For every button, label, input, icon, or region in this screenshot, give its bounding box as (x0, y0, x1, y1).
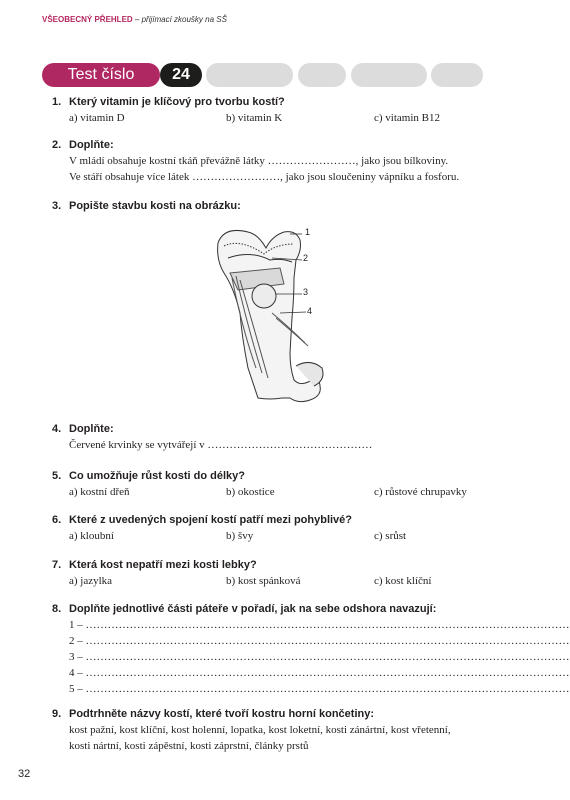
question-text: Které z uvedených spojení kostí patří mezi pohyblivé? (69, 514, 353, 526)
running-header (42, 15, 227, 24)
question-1 (52, 94, 522, 126)
page-number: 32 (18, 768, 31, 780)
bone-list-line-1[interactable]: kost pažní, kost klíční, kost holenní, lopatka, kost loketní, kosti zánártní, kost vřetenní, (69, 724, 451, 736)
question-number: 1. (52, 96, 62, 108)
question-number: 2. (52, 139, 62, 151)
option-a[interactable]: a) vitamin D (69, 112, 125, 124)
blank-tab-4 (431, 63, 483, 87)
question-number: 4. (52, 423, 62, 435)
question-2 (52, 137, 522, 185)
option-b[interactable]: b) okostice (226, 486, 275, 498)
question-number: 5. (52, 470, 62, 482)
option-c[interactable]: c) vitamin B12 (374, 112, 440, 124)
option-a[interactable]: a) kostní dřeň (69, 486, 130, 498)
options (69, 528, 522, 544)
question-3 (52, 198, 522, 214)
fill-line-1[interactable]: V mládí obsahuje kostní tkáň převážně látky ……………………, jako jsou bílkoviny. (69, 155, 449, 167)
question-number: 6. (52, 514, 62, 526)
diagram-label-4: 4 (307, 306, 313, 316)
question-text: Co umožňuje růst kosti do délky? (69, 470, 246, 482)
question-number: 9. (52, 708, 62, 720)
test-number: 24 (160, 63, 202, 87)
answer-line-3[interactable]: 3 – …………………………………………………………………………………………………………………… (69, 651, 570, 663)
test-title: Test číslo (42, 63, 160, 87)
options (69, 110, 522, 126)
question-number: 7. (52, 559, 62, 571)
question-text: Podtrhněte názvy kostí, které tvoří kostru horní končetiny: (69, 708, 375, 720)
question-number: 3. (52, 200, 62, 212)
option-a[interactable]: a) kloubní (69, 530, 114, 542)
question-8 (52, 601, 570, 697)
question-text: Popište stavbu kosti na obrázku: (69, 200, 241, 212)
fill-line-1[interactable]: Červené krvinky se vytvářejí v ……………………………………… (69, 439, 373, 451)
answer-line-5[interactable]: 5 – …………………………………………………………………………………………………………………… (69, 683, 570, 695)
answer-line-2[interactable]: 2 – …………………………………………………………………………………………………………………… (69, 635, 570, 647)
answer-line-4[interactable]: 4 – …………………………………………………………………………………………………………………… (69, 667, 570, 679)
option-b[interactable]: b) švy (226, 530, 254, 542)
option-c[interactable]: c) srůst (374, 530, 407, 542)
diagram-label-3: 3 (303, 287, 309, 297)
question-text: Doplňte: (69, 139, 114, 151)
question-9 (52, 706, 522, 754)
diagram-label-2: 2 (303, 253, 309, 263)
bone-list-line-2[interactable]: kosti nártní, kosti zápěstní, kosti záprstní, články prstů (69, 740, 309, 752)
option-b[interactable]: b) kost spánková (226, 575, 301, 587)
option-b[interactable]: b) vitamin K (226, 112, 283, 124)
question-text: Který vitamin je klíčový pro tvorbu kostí? (69, 96, 285, 108)
blank-tab-3 (351, 63, 427, 87)
blank-tab-1 (206, 63, 293, 87)
question-number: 8. (52, 603, 62, 615)
header-subtitle: – přijímací zkoušky na SŠ (132, 15, 227, 24)
question-7 (52, 557, 522, 589)
question-4 (52, 421, 522, 453)
question-6 (52, 512, 522, 544)
option-c[interactable]: c) kost klíční (374, 575, 432, 587)
question-text: Doplňte: (69, 423, 114, 435)
options (69, 484, 522, 500)
diagram-label-1: 1 (305, 227, 311, 237)
options (69, 573, 522, 589)
option-a[interactable]: a) jazylka (69, 575, 113, 587)
blank-tab-2 (298, 63, 346, 87)
answer-line-1[interactable]: 1 – …………………………………………………………………………………………………………………… (69, 619, 570, 631)
question-text: Která kost nepatří mezi kosti lebky? (69, 559, 257, 571)
question-5 (52, 468, 522, 500)
question-text: Doplňte jednotlivé části páteře v pořadí, jak na sebe odshora navazují: (69, 603, 437, 615)
fill-line-2[interactable]: Ve stáří obsahuje více látek ……………………, jako jsou sloučeniny vápníku a fosforu. (69, 171, 460, 183)
header-brand: VŠEOBECNÝ PŘEHLED (42, 15, 133, 24)
option-c[interactable]: c) růstové chrupavky (374, 486, 467, 498)
bone-diagram (210, 218, 330, 418)
